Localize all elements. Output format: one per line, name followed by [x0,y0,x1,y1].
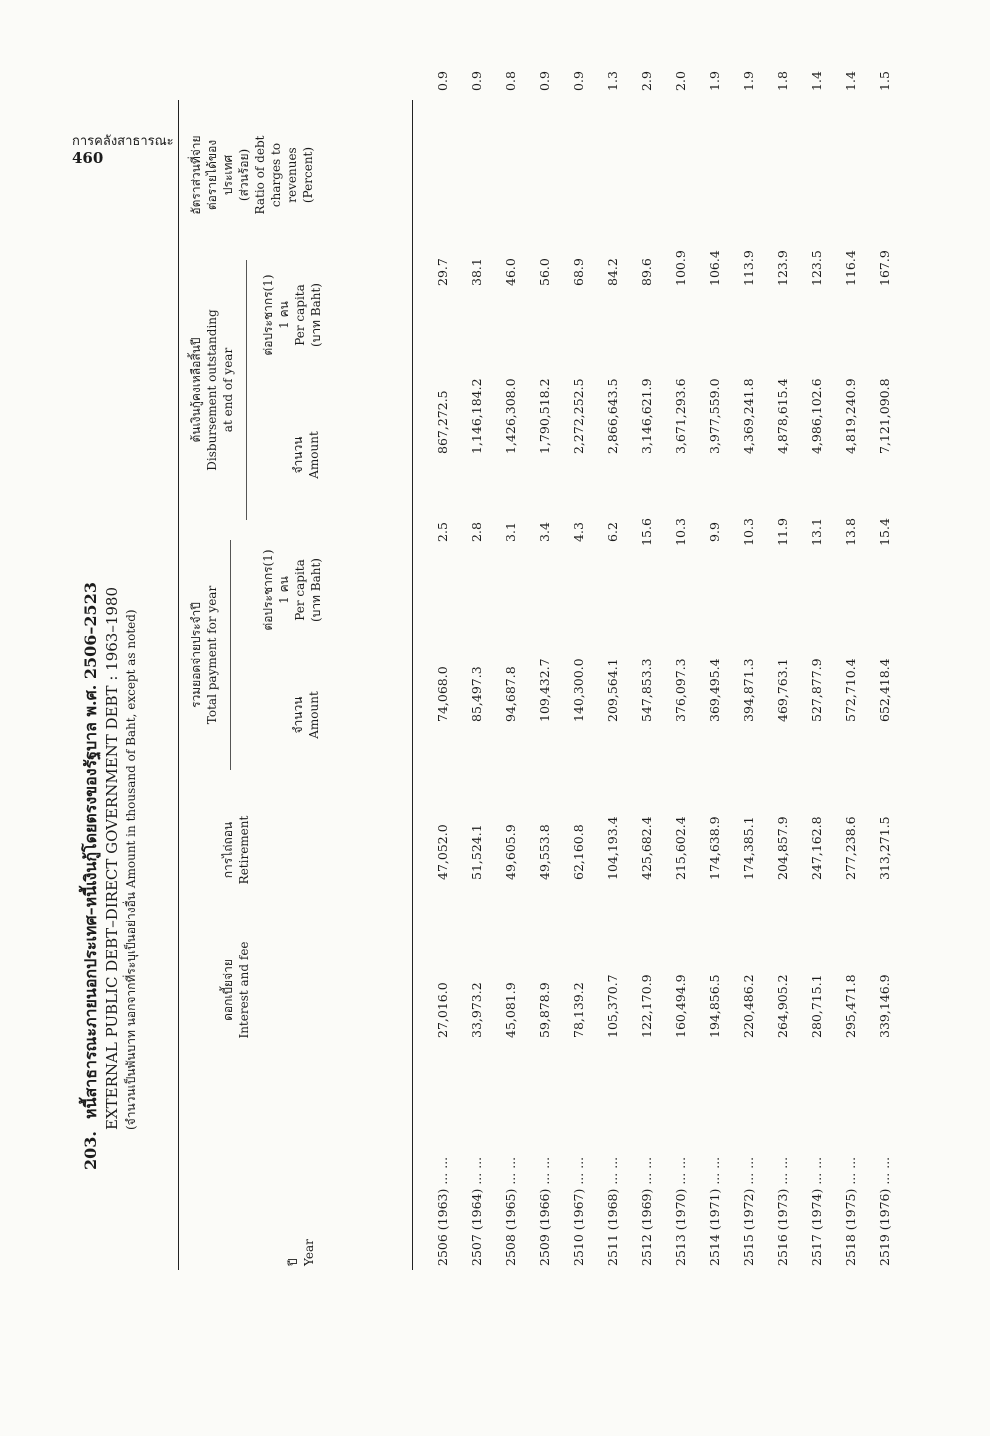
cell-ratio: 0.9 [570,71,586,91]
cell-outstanding-per-capita: 167.9 [876,250,892,286]
cell-outstanding-amount: 867,272.5 [434,390,450,454]
cell-ratio: 1.8 [774,71,790,91]
cell-outstanding-amount: 3,977,559.0 [706,378,722,454]
table-row [731,6,765,1270]
cell-total-per-capita: 15.4 [876,518,892,546]
cell-outstanding-per-capita: 68.9 [570,258,586,286]
cell-outstanding-per-capita: 113.9 [740,250,756,286]
cell-retirement: 174,385.1 [740,816,756,880]
cell-year: 2514 (1971) ... ... [706,1156,722,1266]
header-ratio-en1: Ratio of debt [253,135,267,215]
cell-total-amount: 547,853.3 [638,658,654,722]
cell-total-per-capita: 3.1 [502,522,518,542]
cell-retirement: 425,682.4 [638,816,654,880]
cell-total-per-capita: 13.1 [808,518,824,546]
header-outstanding-per-capita-th2: 1 คน [277,301,291,329]
table-row [765,6,799,1270]
cell-total-amount: 652,418.4 [876,658,892,722]
cell-outstanding-per-capita: 29.7 [434,258,450,286]
cell-interest: 280,715.1 [808,974,824,1038]
cell-ratio: 1.9 [740,71,756,91]
table-row [833,6,867,1270]
table-row [459,6,493,1270]
cell-interest: 122,170.9 [638,974,654,1038]
cell-retirement: 215,602.4 [672,816,688,880]
header-ratio-th2: ต่อรายได้ของ [205,139,219,211]
cell-interest: 295,471.8 [842,974,858,1038]
header-outstanding-amount [290,380,322,530]
table-row [697,6,731,1270]
cell-interest: 160,494.9 [672,974,688,1038]
cell-total-amount: 572,710.4 [842,658,858,722]
cell-total-per-capita: 10.3 [740,518,756,546]
header-outstanding-per-capita-th1: ต่อประชากร(1) [261,274,275,356]
cell-outstanding-amount: 1,790,518.2 [536,378,552,454]
cell-retirement: 313,271.5 [876,816,892,880]
cell-retirement: 204,857.9 [774,816,790,880]
cell-outstanding-amount: 4,986,102.6 [808,378,824,454]
cell-year: 2510 (1967) ... ... [570,1156,586,1266]
header-ratio-en4: (Percent) [301,146,315,204]
cell-outstanding-per-capita: 38.1 [468,258,484,286]
header-ratio-th1: อัตราส่วนที่จ่าย [189,135,203,215]
section-name: การคลังสาธารณะ [72,134,174,149]
cell-outstanding-amount: 4,369,241.8 [740,378,756,454]
cell-retirement: 247,162.8 [808,816,824,880]
cell-ratio: 2.0 [672,71,688,91]
table-row [493,6,527,1270]
header-retirement-en: Retirement [237,815,251,885]
header-year [285,1239,317,1266]
page-number: 460 [72,149,104,167]
header-total-amount-en: Amount [307,691,321,739]
header-ratio-en2: charges to [269,142,283,208]
table-titles [80,120,140,1170]
table-row [799,6,833,1270]
cell-outstanding-per-capita: 56.0 [536,258,552,286]
cell-interest: 27,016.0 [434,982,450,1038]
table-row [663,6,697,1270]
cell-outstanding-per-capita: 116.4 [842,250,858,286]
header-outstanding-th: ต้นเงินกู้คงเหลือสิ้นปี [189,337,203,443]
header-interest [220,920,252,1060]
cell-total-amount: 369,495.4 [706,658,722,722]
cell-outstanding-per-capita: 46.0 [502,258,518,286]
cell-year: 2508 (1965) ... ... [502,1156,518,1266]
cell-total-amount: 109,432.7 [536,658,552,722]
cell-interest: 78,139.2 [570,982,586,1038]
cell-outstanding-amount: 4,819,240.9 [842,378,858,454]
cell-ratio: 1.5 [876,71,892,91]
total-payment-subrule [230,540,231,770]
header-outstanding-amount-en: Amount [307,431,321,479]
cell-total-per-capita: 13.8 [842,518,858,546]
header-retirement-th: การไถ่ถอน [221,821,235,879]
cell-total-per-capita: 6.2 [604,522,620,542]
cell-total-amount: 94,687.8 [502,666,518,722]
header-total-payment-en: Total payment for year [205,585,219,725]
header-ratio-en3: revenues [285,147,299,203]
table-row [425,6,459,1270]
header-outstanding-en1: Disbursement outstanding [205,309,219,471]
cell-outstanding-amount: 1,426,308.0 [502,378,518,454]
header-year-th: ปี [286,1258,300,1266]
cell-retirement: 51,524.1 [468,824,484,880]
table-row [561,6,595,1270]
cell-retirement: 174,638.9 [706,816,722,880]
cell-total-amount: 74,068.0 [434,666,450,722]
top-rule [178,100,179,1270]
cell-year: 2512 (1969) ... ... [638,1156,654,1266]
cell-total-per-capita: 3.4 [536,522,552,542]
cell-total-per-capita: 2.8 [468,522,484,542]
header-ratio [188,100,316,250]
header-total-per-capita-th1: ต่อประชากร(1) [261,549,275,631]
table-row [629,6,663,1270]
header-outstanding-amount-th: จำนวน [291,436,305,474]
header-total-per-capita-th2: 1 คน [277,576,291,604]
cell-year: 2518 (1975) ... ... [842,1156,858,1266]
cell-interest: 33,973.2 [468,982,484,1038]
cell-outstanding-amount: 4,878,615.4 [774,378,790,454]
header-total-amount-th: จำนวน [291,696,305,734]
header-total-amount [290,650,322,780]
cell-retirement: 104,193.4 [604,816,620,880]
cell-total-amount: 527,877.9 [808,658,824,722]
cell-ratio: 0.9 [536,71,552,91]
header-total-per-capita [260,530,324,650]
title-english: EXTERNAL PUBLIC DEBT–DIRECT GOVERNMENT DEBT : 1963–1980 [103,586,121,1130]
cell-outstanding-amount: 1,146,184.2 [468,378,484,454]
outstanding-subrule [246,260,247,520]
cell-outstanding-per-capita: 84.2 [604,258,620,286]
cell-year: 2516 (1973) ... ... [774,1156,790,1266]
header-total-payment-th: รวมยอดจ่ายประจำปี [189,602,203,708]
cell-total-amount: 209,564.1 [604,658,620,722]
cell-ratio: 0.8 [502,71,518,91]
cell-retirement: 62,160.8 [570,824,586,880]
cell-outstanding-per-capita: 89.6 [638,258,654,286]
title-thai: หนี้สาธารณะภายนอกประเทศ–หนี้เงินกู้โดยตรงของรัฐบาล พ.ศ. 2506–2523 [81,582,100,1120]
cell-interest: 45,081.9 [502,982,518,1038]
cell-ratio: 1.3 [604,71,620,91]
cell-interest: 220,486.2 [740,974,756,1038]
cell-total-per-capita: 11.9 [774,518,790,546]
cell-year: 2515 (1972) ... ... [740,1156,756,1266]
cell-interest: 105,370.7 [604,974,620,1038]
header-outstanding-per-capita-en: Per capita [293,284,307,346]
cell-ratio: 0.9 [434,71,450,91]
cell-retirement: 277,238.6 [842,816,858,880]
header-outstanding [188,250,236,530]
header-outstanding-per-capita [260,250,324,380]
cell-year: 2511 (1968) ... ... [604,1156,620,1266]
cell-ratio: 1.4 [808,71,824,91]
debt-table [425,6,901,1270]
cell-year: 2509 (1966) ... ... [536,1156,552,1266]
cell-outstanding-amount: 7,121,090.8 [876,378,892,454]
cell-year: 2517 (1974) ... ... [808,1156,824,1266]
cell-total-per-capita: 4.3 [570,522,586,542]
cell-total-amount: 394,871.3 [740,658,756,722]
header-ratio-th4: (ส่วนร้อย) [237,148,251,202]
cell-outstanding-amount: 3,146,621.9 [638,378,654,454]
table-number: 203. [81,1131,100,1170]
cell-total-amount: 140,300.0 [570,658,586,722]
cell-total-amount: 469,763.1 [774,658,790,722]
title-thai-line [80,120,102,1170]
cell-total-amount: 85,497.3 [468,666,484,722]
cell-year: 2506 (1963) ... ... [434,1156,450,1266]
table-row [595,6,629,1270]
cell-total-per-capita: 15.6 [638,518,654,546]
rotated-table-page [80,71,910,1270]
cell-interest: 339,146.9 [876,974,892,1038]
table-row [867,6,901,1270]
cell-total-per-capita: 2.5 [434,522,450,542]
cell-ratio: 2.9 [638,71,654,91]
debt-table-body [425,6,901,1270]
cell-outstanding-amount: 2,272,252.5 [570,378,586,454]
cell-outstanding-per-capita: 123.5 [808,250,824,286]
header-year-en: Year [302,1239,316,1266]
cell-retirement: 47,052.0 [434,824,450,880]
cell-year: 2507 (1964) ... ... [468,1156,484,1266]
header-outstanding-en2: at end of year [221,347,235,433]
header-outstanding-per-capita-unit: (บาท Baht) [309,283,323,347]
header-rule [412,100,413,1270]
cell-retirement: 49,553.8 [536,824,552,880]
cell-interest: 59,878.9 [536,982,552,1038]
cell-total-per-capita: 10.3 [672,518,688,546]
header-total-per-capita-en: Per capita [293,559,307,621]
cell-outstanding-per-capita: 123.9 [774,250,790,286]
header-total-per-capita-unit: (บาท Baht) [309,558,323,622]
header-interest-en: Interest and fee [237,941,251,1039]
cell-interest: 194,856.5 [706,974,722,1038]
cell-year: 2513 (1970) ... ... [672,1156,688,1266]
header-total-payment [188,530,220,780]
cell-total-amount: 376,097.3 [672,658,688,722]
cell-outstanding-per-capita: 100.9 [672,250,688,286]
cell-outstanding-per-capita: 106.4 [706,250,722,286]
cell-interest: 264,905.2 [774,974,790,1038]
cell-ratio: 1.4 [842,71,858,91]
cell-year: 2519 (1976) ... ... [876,1156,892,1266]
cell-outstanding-amount: 2,866,643.5 [604,378,620,454]
unit-note: (จำนวนเป็นพันบาท นอกจากที่ระบุเป็นอย่างอื่น Amount in thousand of Baht, except as noted) [124,609,138,1130]
cell-ratio: 1.9 [706,71,722,91]
cell-total-per-capita: 9.9 [706,522,722,542]
header-ratio-th3: ประเทศ [221,154,235,196]
header-interest-th: ดอกเบี้ยจ่าย [221,959,235,1021]
header-retirement [220,780,252,920]
cell-outstanding-amount: 3,671,293.6 [672,378,688,454]
table-row [527,6,561,1270]
cell-ratio: 0.9 [468,71,484,91]
cell-retirement: 49,605.9 [502,824,518,880]
